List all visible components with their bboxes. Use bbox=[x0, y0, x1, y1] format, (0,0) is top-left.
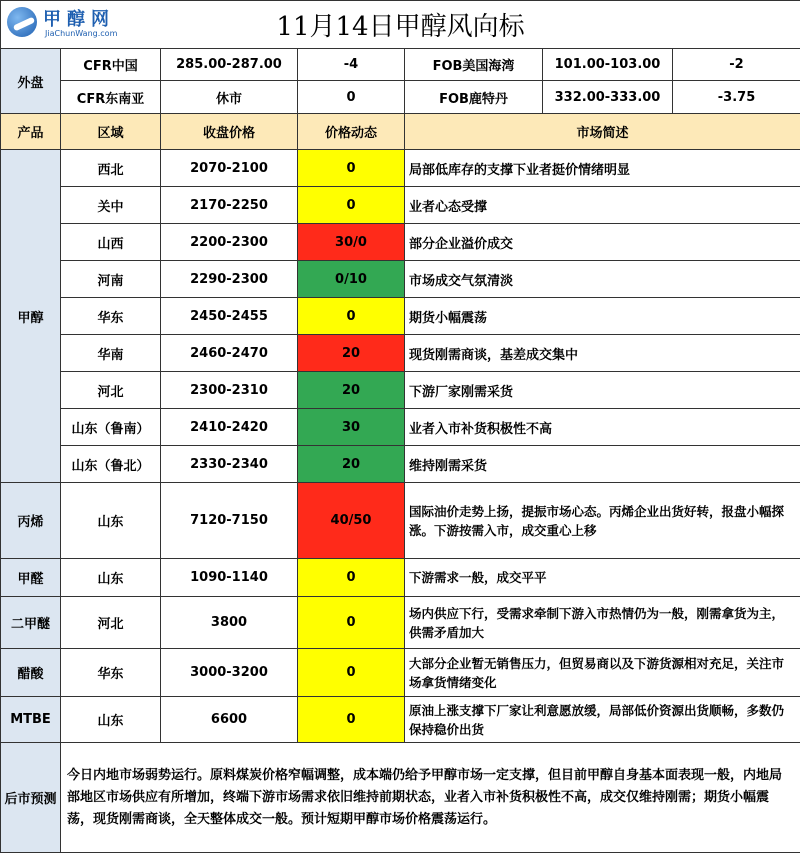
product-row bbox=[1, 559, 800, 597]
price-dynamic-cell: 0 bbox=[298, 649, 405, 697]
ext-region: CFR东南亚 bbox=[61, 81, 161, 114]
ext-change: 0 bbox=[298, 81, 405, 114]
methanol-row bbox=[1, 224, 800, 261]
ext-price: 285.00-287.00 bbox=[161, 49, 298, 81]
product-name: 二甲醚 bbox=[1, 597, 61, 649]
region-cell: 华东 bbox=[61, 649, 161, 697]
summary-cell: 下游厂家刚需采货 bbox=[405, 372, 800, 409]
price-cell: 6600 bbox=[161, 697, 298, 743]
price-dynamic-cell: 30/0 bbox=[298, 224, 405, 261]
region-cell: 关中 bbox=[61, 187, 161, 224]
region-cell: 山东 bbox=[61, 559, 161, 597]
page-title: 11月14日甲醇风向标 bbox=[276, 12, 525, 42]
ext-change: -3.75 bbox=[673, 81, 800, 114]
summary-cell: 业者心态受撑 bbox=[405, 187, 800, 224]
methanol-section bbox=[1, 150, 800, 483]
price-dynamic-cell: 20 bbox=[298, 446, 405, 483]
price-cell: 2410-2420 bbox=[161, 409, 298, 446]
ext-region: CFR中国 bbox=[61, 49, 161, 81]
region-cell: 华南 bbox=[61, 335, 161, 372]
methanol-row bbox=[1, 298, 800, 335]
summary-cell: 期货小幅震荡 bbox=[405, 298, 800, 335]
price-cell: 2170-2250 bbox=[161, 187, 298, 224]
ext-change: -2 bbox=[673, 49, 800, 81]
methanol-row bbox=[1, 261, 800, 298]
summary-cell: 市场成交气氛清淡 bbox=[405, 261, 800, 298]
product-row bbox=[1, 483, 800, 559]
product-name: 甲醇 bbox=[1, 150, 61, 483]
region-cell: 山东（鲁南） bbox=[61, 409, 161, 446]
price-dynamic-cell: 30 bbox=[298, 409, 405, 446]
header-dynamic: 价格动态 bbox=[298, 114, 405, 150]
ext-region: FOB鹿特丹 bbox=[405, 81, 543, 114]
summary-cell: 原油上涨支撑下厂家让利意愿放缓，局部低价资源出货顺畅，多数仍保持稳价出货 bbox=[405, 697, 800, 743]
methanol-row bbox=[1, 372, 800, 409]
region-cell: 河南 bbox=[61, 261, 161, 298]
region-cell: 华东 bbox=[61, 298, 161, 335]
price-dynamic-cell: 0 bbox=[298, 187, 405, 224]
price-cell: 2200-2300 bbox=[161, 224, 298, 261]
region-cell: 西北 bbox=[61, 150, 161, 187]
outlook-text: 今日内地市场弱势运行。原料煤炭价格窄幅调整，成本端仍给予甲醇市场一定支撑，但目前甲醇自身基本面表现一般，内地局部地区市场供应有所增加，终端下游市场需求依旧维持前期状态，业者入市补货积极性不高，成交仅维持刚需；期货小幅震荡，现货刚需商谈，全天整体成交一般。预计短期甲醇市场价格震荡运行。 bbox=[61, 743, 800, 853]
summary-cell: 下游需求一般，成交平平 bbox=[405, 559, 800, 597]
price-cell: 2070-2100 bbox=[161, 150, 298, 187]
methanol-row bbox=[1, 446, 800, 483]
price-dynamic-cell: 0 bbox=[298, 559, 405, 597]
region-cell: 河北 bbox=[61, 372, 161, 409]
summary-cell: 维持刚需采货 bbox=[405, 446, 800, 483]
product-row bbox=[1, 697, 800, 743]
logo-site: JiaChunWang.com bbox=[45, 29, 118, 38]
price-dynamic-cell: 0 bbox=[298, 150, 405, 187]
summary-cell: 业者入市补货积极性不高 bbox=[405, 409, 800, 446]
methanol-row bbox=[1, 409, 800, 446]
title-row bbox=[1, 1, 800, 49]
region-cell: 山西 bbox=[61, 224, 161, 261]
globe-icon bbox=[7, 7, 37, 37]
price-cell: 2330-2340 bbox=[161, 446, 298, 483]
product-name: 甲醛 bbox=[1, 559, 61, 597]
outlook-label: 后市预测 bbox=[1, 743, 61, 853]
summary-cell: 场内供应下行，受需求牵制下游入市热情仍为一般，刚需拿货为主，供需矛盾加大 bbox=[405, 597, 800, 649]
outlook-row bbox=[1, 743, 800, 853]
price-dynamic-cell: 0/10 bbox=[298, 261, 405, 298]
summary-cell: 局部低库存的支撑下业者挺价情绪明显 bbox=[405, 150, 800, 187]
product-name: 醋酸 bbox=[1, 649, 61, 697]
region-cell: 山东 bbox=[61, 483, 161, 559]
price-dynamic-cell: 0 bbox=[298, 597, 405, 649]
header-row bbox=[1, 114, 800, 150]
ext-price: 332.00-333.00 bbox=[543, 81, 673, 114]
ext-region: FOB美国海湾 bbox=[405, 49, 543, 81]
header-summary: 市场简述 bbox=[405, 114, 800, 150]
summary-cell: 大部分企业暂无销售压力，但贸易商以及下游货源相对充足，关注市场拿货情绪变化 bbox=[405, 649, 800, 697]
price-dynamic-cell: 20 bbox=[298, 372, 405, 409]
price-dynamic-cell: 0 bbox=[298, 298, 405, 335]
summary-cell: 部分企业溢价成交 bbox=[405, 224, 800, 261]
price-cell: 7120-7150 bbox=[161, 483, 298, 559]
product-name: MTBE bbox=[1, 697, 61, 743]
price-cell: 2290-2300 bbox=[161, 261, 298, 298]
price-dynamic-cell: 40/50 bbox=[298, 483, 405, 559]
methanol-row bbox=[1, 150, 800, 187]
jiachunwang-logo[interactable] bbox=[7, 5, 137, 45]
summary-cell: 现货刚需商谈，基差成交集中 bbox=[405, 335, 800, 372]
summary-cell: 国际油价走势上扬，提振市场心态。丙烯企业出货好转，报盘小幅探涨。下游按需入市，成交重心上移 bbox=[405, 483, 800, 559]
product-name: 丙烯 bbox=[1, 483, 61, 559]
price-dynamic-cell: 0 bbox=[298, 697, 405, 743]
ext-change: -4 bbox=[298, 49, 405, 81]
region-cell: 山东（鲁北） bbox=[61, 446, 161, 483]
product-row bbox=[1, 649, 800, 697]
price-cell: 1090-1140 bbox=[161, 559, 298, 597]
external-label: 外盘 bbox=[1, 49, 61, 114]
methanol-row bbox=[1, 187, 800, 224]
product-row bbox=[1, 597, 800, 649]
price-dynamic-cell: 20 bbox=[298, 335, 405, 372]
header-price: 收盘价格 bbox=[161, 114, 298, 150]
methanol-row bbox=[1, 335, 800, 372]
header-product: 产品 bbox=[1, 114, 61, 150]
logo-name: 甲醇网 bbox=[43, 9, 115, 30]
other-products-section bbox=[1, 483, 800, 743]
price-cell: 2460-2470 bbox=[161, 335, 298, 372]
ext-price: 101.00-103.00 bbox=[543, 49, 673, 81]
price-cell: 2300-2310 bbox=[161, 372, 298, 409]
price-cell: 3000-3200 bbox=[161, 649, 298, 697]
price-cell: 2450-2455 bbox=[161, 298, 298, 335]
region-cell: 河北 bbox=[61, 597, 161, 649]
ext-price: 休市 bbox=[161, 81, 298, 114]
price-cell: 3800 bbox=[161, 597, 298, 649]
region-cell: 山东 bbox=[61, 697, 161, 743]
header-region: 区域 bbox=[61, 114, 161, 150]
